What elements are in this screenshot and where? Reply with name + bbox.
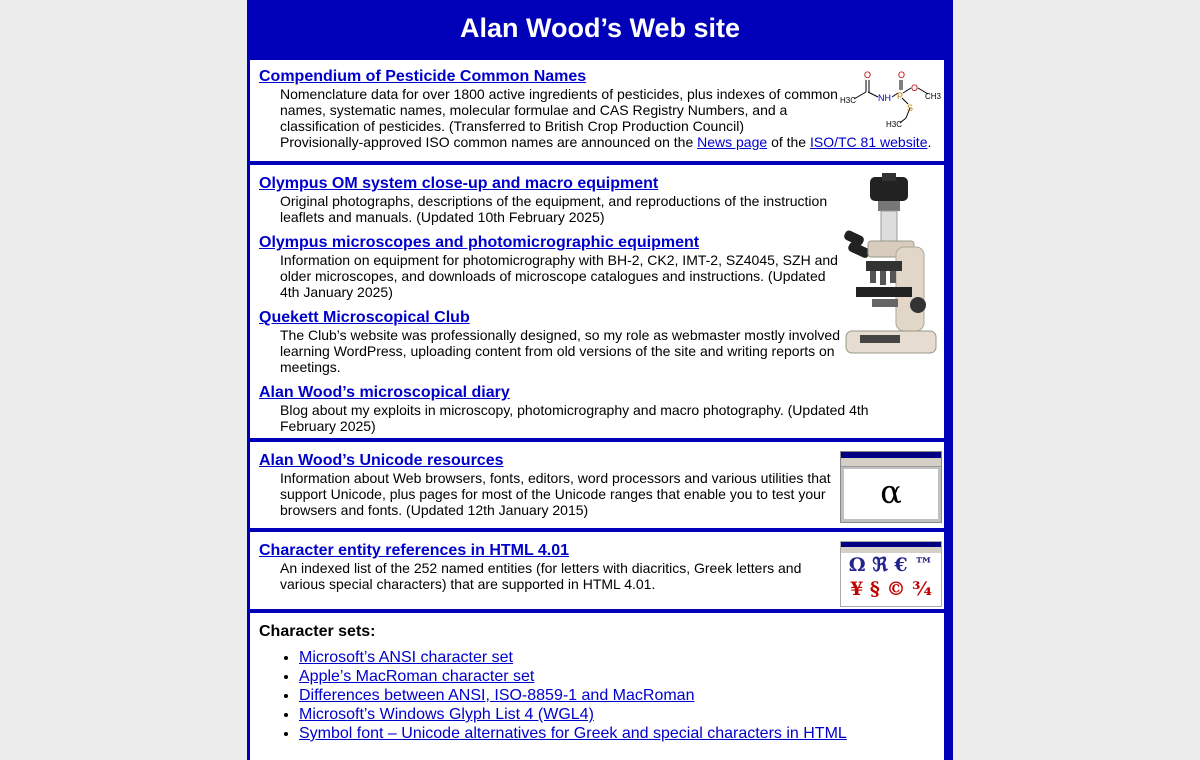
- unicode-description: Information about Web browsers, fonts, editors, word processors and various utilities that support Unicode, plus pages for most of the Unicode ranges that enable you to test your browsers and fonts. (Updated 12th January 2015): [280, 470, 831, 518]
- olympus-om-description: Original photographs, descriptions of the equipment, and reproductions of the instruction leaflets and manuals. (Updated 10th February 2025): [280, 193, 828, 225]
- list-item: [299, 686, 944, 705]
- olympus-om-link[interactable]: Olympus OM system close-up and macro equipment: [259, 175, 659, 192]
- svg-text:H3C: H3C: [886, 120, 903, 129]
- charsets-section: [250, 613, 944, 760]
- macroman-charset-link[interactable]: Apple’s MacRoman character set: [299, 668, 535, 685]
- ansi-charset-link[interactable]: Microsoft’s ANSI character set: [299, 649, 513, 666]
- olympus-microscopes-description: Information on equipment for photomicrography with BH-2, CK2, IMT-2, SZ4045, SZH and older microscopes, and downloads of microscope catalogues and instructions. (Updated 4th January 2025): [280, 252, 838, 300]
- svg-text:S: S: [907, 103, 914, 113]
- page-frame: [247, 0, 953, 760]
- svg-text:CH3: CH3: [925, 92, 942, 101]
- olympus-microscopes-link[interactable]: Olympus microscopes and photomicrographic equipment: [259, 234, 700, 251]
- microscope-image: [838, 173, 942, 365]
- entity-references-link[interactable]: Character entity references in HTML 4.01: [259, 542, 570, 559]
- svg-text:O: O: [864, 70, 872, 80]
- unicode-resources-link[interactable]: Alan Wood’s Unicode resources: [259, 452, 504, 469]
- charset-differences-link[interactable]: Differences between ANSI, ISO-8859-1 and MacRoman: [299, 687, 695, 704]
- list-item: [299, 648, 944, 667]
- entities-thumbnail: Ω ℜ € ™ ¥ § © ¾: [840, 541, 942, 607]
- iso-announcement: Provisionally-approved ISO common names are announced on the News page of the ISO/TC 81 website.: [280, 134, 932, 150]
- list-item: [299, 705, 944, 724]
- unicode-thumbnail: [840, 451, 942, 523]
- quekett-club-link[interactable]: Quekett Microscopical Club: [259, 309, 470, 326]
- alpha-glyph: α: [844, 469, 938, 519]
- list-item: [299, 667, 944, 686]
- svg-text:H3C: H3C: [840, 96, 857, 105]
- news-page-link[interactable]: News page: [697, 134, 768, 150]
- entities-description: An indexed list of the 252 named entities (for letters with diacritics, Greek letters and various special characters) that are supported in HTML 4.01.: [280, 560, 802, 592]
- microscopy-section: [250, 165, 944, 438]
- iso-tc81-link[interactable]: ISO/TC 81 website: [809, 134, 928, 150]
- svg-text:P: P: [897, 91, 904, 101]
- pesticides-section: [250, 60, 944, 161]
- quekett-club-description: The Club’s website was professionally designed, so my role as webmaster mostly involved learning WordPress, uploading content from old versions of the site and writing reports on meetings.: [280, 327, 840, 375]
- microscopical-diary-description: Blog about my exploits in microscopy, photomicrography and macro photography. (Updated 4th February 2025): [280, 402, 869, 434]
- charsets-list: [259, 648, 944, 743]
- list-item: [299, 724, 944, 743]
- svg-text:NH: NH: [878, 93, 891, 103]
- charsets-heading: Character sets:: [259, 623, 376, 640]
- molecule-structure-image: [840, 66, 944, 130]
- svg-text:O: O: [911, 83, 919, 93]
- wgl4-link[interactable]: Microsoft’s Windows Glyph List 4 (WGL4): [299, 706, 594, 723]
- page-title: Alan Wood’s Web site: [459, 13, 741, 43]
- entities-section: [250, 532, 944, 609]
- symbol-font-link[interactable]: Symbol font – Unicode alternatives for Greek and special characters in HTML: [299, 725, 847, 742]
- microscopical-diary-link[interactable]: Alan Wood’s microscopical diary: [259, 384, 510, 401]
- pesticides-link[interactable]: Compendium of Pesticide Common Names: [259, 68, 587, 85]
- svg-text:O: O: [898, 70, 906, 80]
- unicode-section: [250, 442, 944, 528]
- pesticides-description: Nomenclature data for over 1800 active ingredients of pesticides, plus indexes of common names, systematic names, molecular formulae and CAS Registry Numbers, and a classification of pesticides. (Transferred to British Crop Production Council): [280, 86, 838, 134]
